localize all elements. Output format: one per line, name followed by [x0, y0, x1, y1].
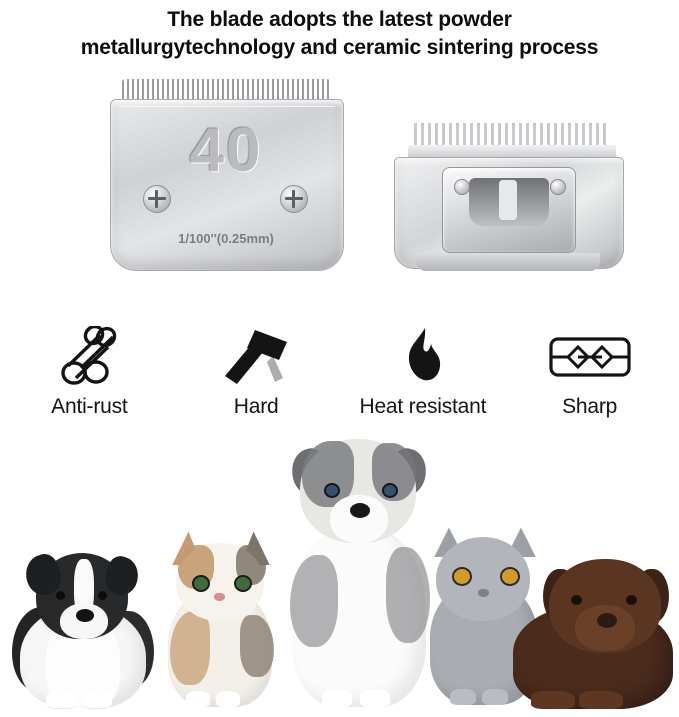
- clipper-blade-angled-view: [392, 71, 624, 287]
- headline-line-2: metallurgytechnology and ceramic sintering process: [80, 35, 599, 59]
- feature-label: Sharp: [562, 395, 618, 419]
- blade-teeth: [122, 79, 330, 101]
- clipper-blade-front-view: [110, 79, 342, 279]
- hammer-icon: [173, 321, 340, 393]
- headline-line-1: The blade adopts the latest powder: [167, 8, 512, 31]
- feature-heat-resistant: [340, 321, 507, 419]
- feature-sharp: [506, 321, 673, 419]
- feature-label: Anti-rust: [51, 395, 128, 419]
- rust-free-rods-icon: [6, 321, 173, 393]
- feature-anti-rust: [6, 321, 173, 419]
- blade-cut-length-label: 1/100''(0.25mm): [178, 231, 274, 247]
- feature-label: Heat resistant: [359, 395, 487, 419]
- feature-label: Hard: [233, 395, 279, 419]
- razor-blade-icon: [506, 321, 673, 393]
- flame-icon: [340, 321, 507, 393]
- australian-shepherd-puppy: [278, 439, 438, 707]
- calico-kitten: [160, 507, 280, 707]
- product-images: [0, 69, 679, 297]
- blade-mount-tab: [416, 253, 600, 271]
- border-collie-puppy: [6, 549, 156, 709]
- feature-hard: [173, 321, 340, 419]
- headline: [0, 0, 679, 61]
- chocolate-labrador-puppy: [513, 553, 677, 709]
- feature-list: [0, 297, 679, 419]
- blade-size-number: 40: [189, 116, 263, 186]
- pets-photo: [0, 421, 679, 711]
